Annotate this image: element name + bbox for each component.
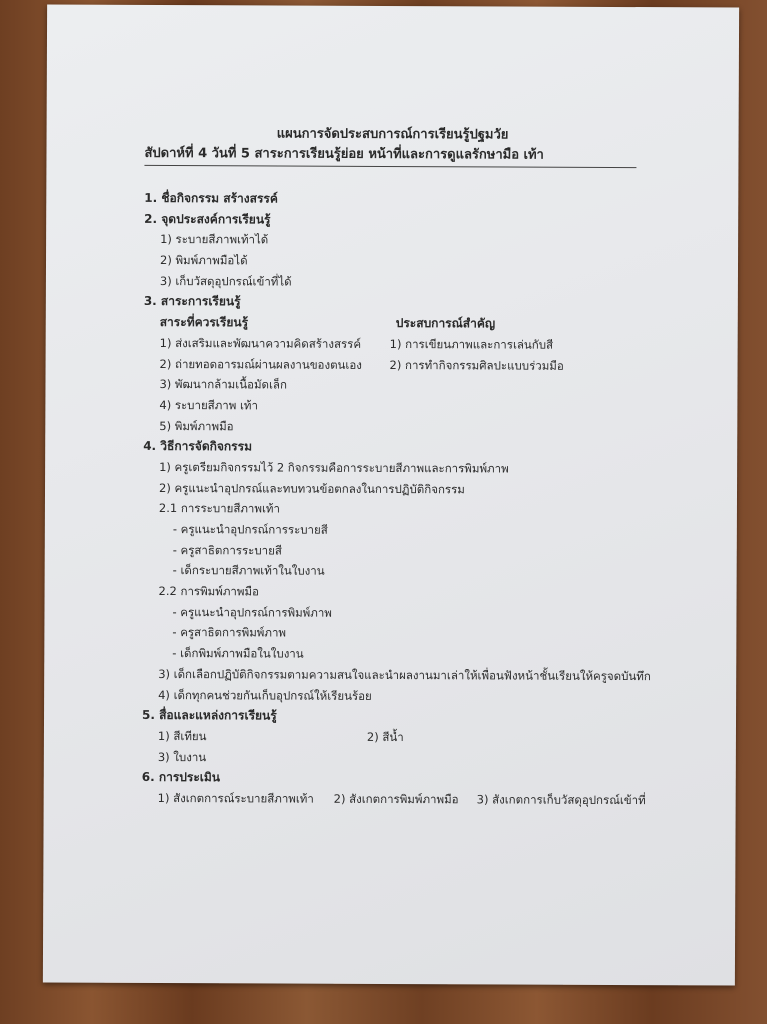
document-body: [142, 188, 705, 811]
content-subheadings: [144, 312, 704, 335]
activity-step: 2) ครูแนะนำอุปกรณ์และทบทวนข้อตกลงในการปฏิบัติกิจกรรม: [158, 480, 465, 496]
section-materials-heading: 5. สื่อและแหล่งการเรียนรู้: [142, 708, 277, 723]
section-content-heading: 3. สาระการเรียนรู้: [143, 294, 241, 309]
content-row: [144, 353, 704, 376]
activity-substep-item: - ครูแนะนำอุปกรณ์การระบายสี: [172, 522, 328, 537]
material-item: 3) ใบงาน: [157, 749, 207, 764]
activity-substep-heading: 2.1 การระบายสีภาพเท้า: [158, 501, 280, 516]
materials-row: [142, 726, 702, 749]
activity-substep-heading: 2.2 การพิมพ์ภาพมือ: [158, 584, 259, 599]
content-left-item: 5) พิมพ์ภาพมือ: [159, 418, 234, 433]
document-title: แผนการจัดประสบการณ์การเรียนรู้ปฐมวัย: [276, 126, 509, 143]
activity-substep-item: - ครูแนะนำอุปกรณ์การพิมพ์ภาพ: [172, 604, 332, 620]
section-objectives-heading: 2. จุดประสงค์การเรียนรู้: [144, 211, 271, 227]
content-left-item: 1) ส่งเสริมและพัฒนาความคิดสร้างสรรค์: [159, 335, 362, 351]
objective-item: 2) พิมพ์ภาพมือได้: [159, 253, 248, 268]
activity-step: 3) เด็กเลือกปฏิบัติกิจกรรมตามความสนใจและนำผลงานมาเล่าให้เพื่อนฟังหน้าชั้นเรียนให้ครูจดบันทึก: [158, 666, 651, 683]
evaluation-item: 2) สังเกตการพิมพ์ภาพมือ: [333, 791, 459, 807]
content-left-item: 3) พัฒนากล้ามเนื้อมัดเล็ก: [159, 377, 287, 392]
activity-step: 1) ครูเตรียมกิจกรรมไว้ 2 กิจกรรมคือการระบายสีภาพและการพิมพ์ภาพ: [159, 459, 509, 476]
section-activities-heading: 4. วิธีการจัดกิจกรรม: [143, 439, 253, 454]
objective-item: 3) เก็บวัสดุอุปกรณ์เข้าที่ได้: [159, 273, 292, 289]
evaluation-row: [142, 788, 702, 811]
material-item: 1) สีเทียน: [157, 728, 207, 744]
activity-name: 1. ชื่อกิจกรรม สร้างสรรค์: [144, 190, 278, 206]
activity-substep-item: - เด็กพิมพ์ภาพมือในใบงาน: [172, 646, 304, 661]
evaluation-item: 1) สังเกตการณ์ระบายสีภาพเท้า: [157, 790, 314, 806]
objective-item: 1) ระบายสีภาพเท้าได้: [160, 232, 269, 247]
content-right-item: 1) การเขียนภาพและการเล่นกับสี: [389, 336, 554, 352]
activity-substep-item: - เด็กระบายสีภาพเท้าในใบงาน: [172, 563, 325, 579]
material-item: 2) สีน้ำ: [366, 729, 404, 744]
section-evaluation-heading: 6. การประเมิน: [141, 770, 221, 785]
evaluation-item: 3) สังเกตการเก็บวัสดุอุปกรณ์เข้าที่: [476, 792, 646, 808]
content-left-heading: สาระที่ควรเรียนรู้: [159, 315, 249, 330]
activity-substep-item: - ครูสาธิตการระบายสี: [172, 542, 282, 558]
content-left-item: 4) ระบายสีภาพ เท้า: [159, 397, 258, 413]
document-page: [43, 4, 739, 985]
document-subtitle: สัปดาห์ที่ 4 วันที่ 5 สาระการเรียนรู้ย่อย หน้าที่และการดูแลรักษามือ เท้า: [144, 142, 636, 168]
content-row: [144, 333, 704, 356]
content-right-item: 2) การทำกิจกรรมศิลปะแบบร่วมมือ: [389, 357, 564, 373]
content-right-heading: ประสบการณ์สำคัญ: [395, 316, 496, 331]
activity-substep-item: - ครูสาธิตการพิมพ์ภาพ: [172, 625, 287, 640]
content-left-item: 2) ถ่ายทอดอารมณ์ผ่านผลงานของตนเอง: [159, 356, 362, 372]
activity-step: 4) เด็กทุกคนช่วยกันเก็บอุปกรณ์ให้เรียนร้อย: [158, 687, 372, 703]
